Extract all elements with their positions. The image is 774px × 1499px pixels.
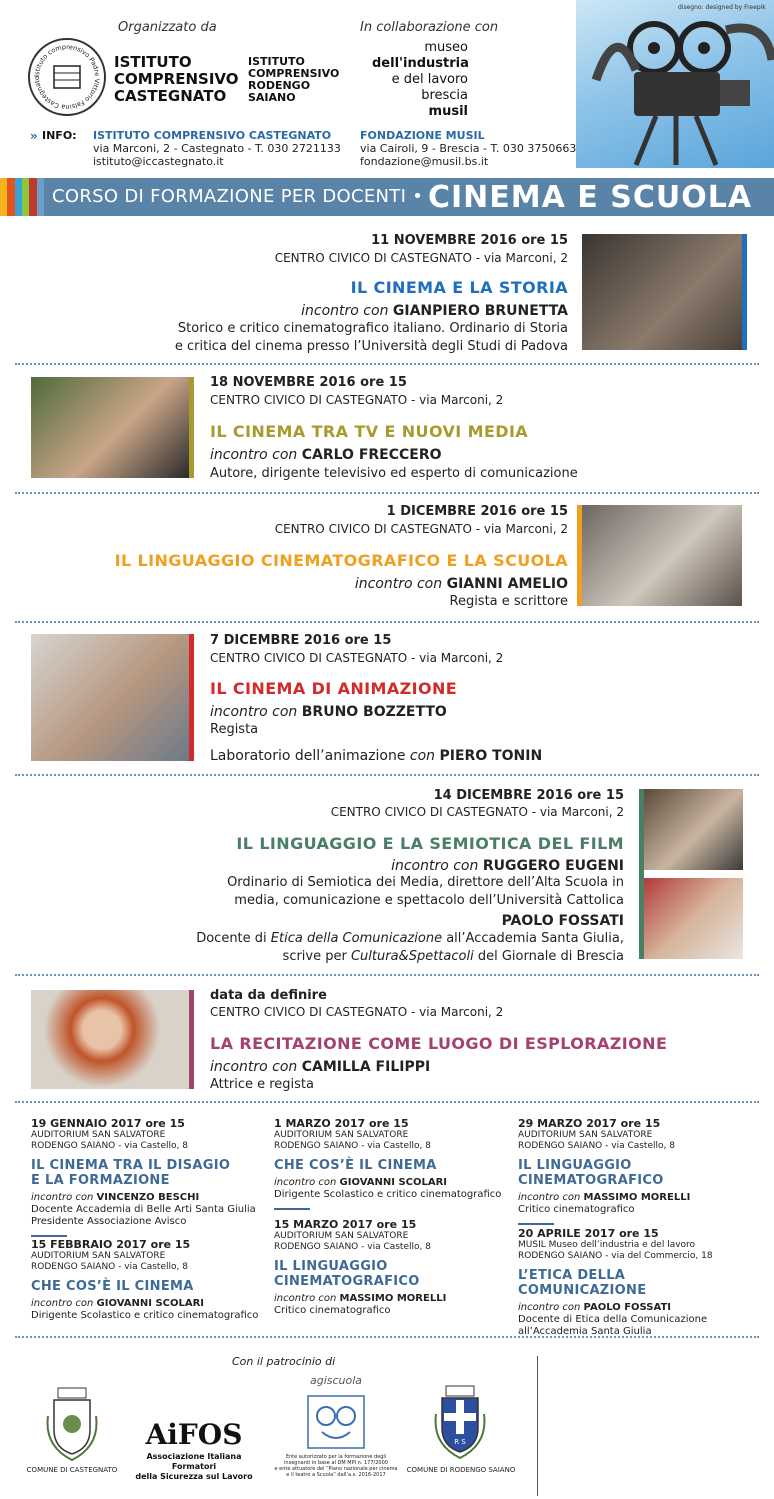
event-guest: incontro con CARLO FRECCERO (210, 447, 442, 463)
column-rule (31, 1235, 67, 1237)
event-date: data da definire (210, 988, 327, 1003)
photo-gianpiero-brunetta (582, 234, 742, 350)
schedule-item: 1 MARZO 2017 ore 15 AUDITORIUM SAN SALVATORE RODENGO SAIANO - via Castello, 8 CHE COS’È IL CINEMA incontro con GIOVANNI SCOLARI Dirigente Scolastico e critico cinematografico (274, 1117, 514, 1210)
accent-bar (742, 234, 747, 350)
organized-by-label: Organizzato da (118, 20, 217, 35)
event-description: Regista e scrittore (449, 594, 568, 609)
event-guest-2: PAOLO FOSSATI (501, 913, 624, 929)
section-divider (15, 492, 759, 494)
event-title: IL CINEMA TRA TV E NUOVI MEDIA (210, 422, 529, 441)
section-divider (15, 363, 759, 365)
rodengo-crest-letters: R S (454, 1438, 466, 1446)
photo-ruggero-eugeni (644, 789, 743, 870)
info-castegnato: ISTITUTO COMPRENSIVO CASTEGNATO via Marconi, 2 - Castegnato - T. 030 2721133 istituto@iccastegnato.it (93, 129, 341, 168)
event-place: CENTRO CIVICO DI CASTEGNATO - via Marconi, 2 (274, 251, 568, 265)
event-description: Storico e critico cinematografico italiano. Ordinario di Storia e critica del cinema presso l’Università degli Studi di Padova (174, 321, 568, 354)
ic-castegnato-name: ISTITUTO COMPRENSIVO CASTEGNATO (114, 53, 239, 105)
info-musil: FONDAZIONE MUSIL via Cairoli, 9 - Brescia - T. 030 3750663 fondazione@musil.bs.it (360, 129, 577, 168)
event-description: Regista (210, 722, 259, 737)
aifos-caption: Associazione Italiana Formatori della Sicurezza sul Lavoro (135, 1452, 253, 1481)
banner-color-stripes (0, 178, 44, 216)
section-divider (15, 774, 759, 776)
castegnato-crest-icon (44, 1386, 100, 1462)
event-place: CENTRO CIVICO DI CASTEGNATO - via Marconi, 2 (210, 1005, 504, 1019)
accent-bar (577, 505, 582, 606)
event-description-2: Docente di Etica della Comunicazione all’Accademia Santa Giulia, scrive per Cultura&Spettacoli del Giornale di Brescia (196, 931, 624, 964)
school-seal-logo (28, 38, 106, 116)
seal-text: Istituto comprensivo Padre Vittorio Falsina Castegnato (32, 42, 102, 112)
email-link[interactable]: istituto@iccastegnato.it (93, 155, 224, 168)
section-divider (15, 621, 759, 623)
event-guest: incontro con BRUNO BOZZETTO (210, 704, 447, 720)
event-guest: incontro con GIANPIERO BRUNETTA (301, 303, 568, 319)
event-place: CENTRO CIVICO DI CASTEGNATO - via Marconi, 2 (210, 651, 504, 665)
section-divider (15, 1101, 759, 1103)
event-description: Ordinario di Semiotica dei Media, direttore dell’Alta Scuola in media, comunicazione e spettacolo dell’Università Cattolica (227, 875, 624, 908)
aifos-logo: AiFOS (145, 1418, 243, 1451)
photo-bruno-bozzetto (31, 634, 189, 761)
photo-camilla-filippi (31, 990, 189, 1089)
event-date: 11 NOVEMBRE 2016 ore 15 (371, 233, 568, 248)
schedule-item: 19 GENNAIO 2017 ore 15 AUDITORIUM SAN SALVATORE RODENGO SAIANO - via Castello, 8 IL CINEMA TRA IL DISAGIO E LA FORMAZIONE incontro con VINCENZO BESCHI Docente Accademia di Belle Arti Santa Giulia Presidente Associazione Avisco (31, 1117, 271, 1237)
event-date: 18 NOVEMBRE 2016 ore 15 (210, 375, 407, 390)
schedule-item: 15 FEBBRAIO 2017 ore 15 AUDITORIUM SAN SALVATORE RODENGO SAIANO - via Castello, 8 CHE COS’È IL CINEMA incontro con GIOVANNI SCOLARI Dirigente Scolastico e critico cinematografico (31, 1238, 259, 1321)
film-camera-illustration (576, 0, 774, 168)
castegnato-caption: COMUNE DI CASTEGNATO (26, 1466, 118, 1474)
event-guest: incontro con RUGGERO EUGENI (391, 858, 624, 874)
schedule-item: 20 APRILE 2017 ore 15 MUSIL Museo dell’industria e del lavoro RODENGO SAIANO - via del Commercio, 18 L’ETICA DELLA COMUNICAZIONE incontro con PAOLO FOSSATI Docente di Etica della Comunicazione all’Accademia Santa Giulia (518, 1227, 713, 1337)
footer-divider (537, 1356, 538, 1496)
event-place: CENTRO CIVICO DI CASTEGNATO - via Marconi, 2 (210, 393, 504, 407)
event-place: CENTRO CIVICO DI CASTEGNATO - via Marconi, 2 (330, 805, 624, 819)
ic-rodengo-name: ISTITUTO COMPRENSIVO RODENGO SAIANO (248, 55, 340, 104)
event-description: Attrice e regista (210, 1077, 314, 1092)
event-date: 1 DICEMBRE 2016 ore 15 (386, 504, 568, 519)
section-divider (15, 1336, 759, 1338)
email-link[interactable]: fondazione@musil.bs.it (360, 155, 489, 168)
schedule-item: 29 MARZO 2017 ore 15 AUDITORIUM SAN SALVATORE RODENGO SAIANO - via Castello, 8 IL LINGUAGGIO CINEMATOGRAFICO incontro con MASSIMO MORELLI Critico cinematografico (518, 1117, 758, 1225)
event-title: IL CINEMA E LA STORIA (350, 278, 568, 297)
event-guest: incontro con GIANNI AMELIO (354, 576, 568, 592)
rodengo-crest-icon (432, 1384, 488, 1460)
svg-text:Istituto comprensivo Padre Vit (33, 43, 101, 111)
info-label: INFO: (42, 129, 77, 142)
event-title: IL LINGUAGGIO E LA SEMIOTICA DEL FILM (236, 834, 624, 853)
event-description: Autore, dirigente televisivo ed esperto di comunicazione (210, 466, 578, 481)
illustration-credit: disegno: designed by Freepik (678, 4, 766, 11)
banner-title: CINEMA E SCUOLA (428, 180, 753, 215)
photo-paolo-fossati (644, 878, 743, 959)
column-rule (274, 1208, 310, 1210)
agiscuola-note: Ente autorizzato per la formazione degli insegnanti in base al DM MPI n. 177/2000 e ente attuatore del “Piano nazionale per cinema e il teatro a Scuola” dall’a.s. 2016-2017 (274, 1454, 398, 1478)
patronage-label: Con il patrocinio di (232, 1355, 336, 1368)
event-lab: Laboratorio dell’animazione con PIERO TONIN (210, 748, 543, 764)
banner-subtitle: CORSO DI FORMAZIONE PER DOCENTI • (52, 186, 424, 207)
musil-logo: museo dell'industria e del lavoro brescia musil (372, 40, 469, 119)
event-date: 7 DICEMBRE 2016 ore 15 (210, 633, 392, 648)
info-arrow-icon: » (30, 129, 38, 143)
event-date: 14 DICEMBRE 2016 ore 15 (433, 788, 624, 803)
accent-bar (639, 789, 644, 959)
collaboration-label: In collaborazione con (360, 20, 499, 35)
agiscuola-logo-text: agiscuola (309, 1374, 363, 1387)
column-rule (518, 1223, 554, 1225)
accent-bar (189, 634, 194, 761)
accent-bar (189, 377, 194, 478)
event-title: IL CINEMA DI ANIMAZIONE (210, 679, 458, 698)
photo-gianni-amelio (582, 505, 742, 606)
event-title: LA RECITAZIONE COME LUOGO DI ESPLORAZIONE (210, 1034, 668, 1053)
rodengo-caption: COMUNE DI RODENGO SAIANO (406, 1466, 516, 1474)
event-title: IL LINGUAGGIO CINEMATOGRAFICO E LA SCUOLA (114, 551, 568, 570)
event-guest: incontro con CAMILLA FILIPPI (210, 1059, 431, 1075)
event-place: CENTRO CIVICO DI CASTEGNATO - via Marconi, 2 (274, 522, 568, 536)
agiscuola-emblem-icon (306, 1392, 366, 1452)
accent-bar (189, 990, 194, 1089)
photo-carlo-freccero (31, 377, 189, 478)
schedule-item: 15 MARZO 2017 ore 15 AUDITORIUM SAN SALVATORE RODENGO SAIANO - via Castello, 8 IL LINGUAGGIO CINEMATOGRAFICO incontro con MASSIMO MORELLI Critico cinematografico (274, 1218, 447, 1316)
section-divider (15, 974, 759, 976)
